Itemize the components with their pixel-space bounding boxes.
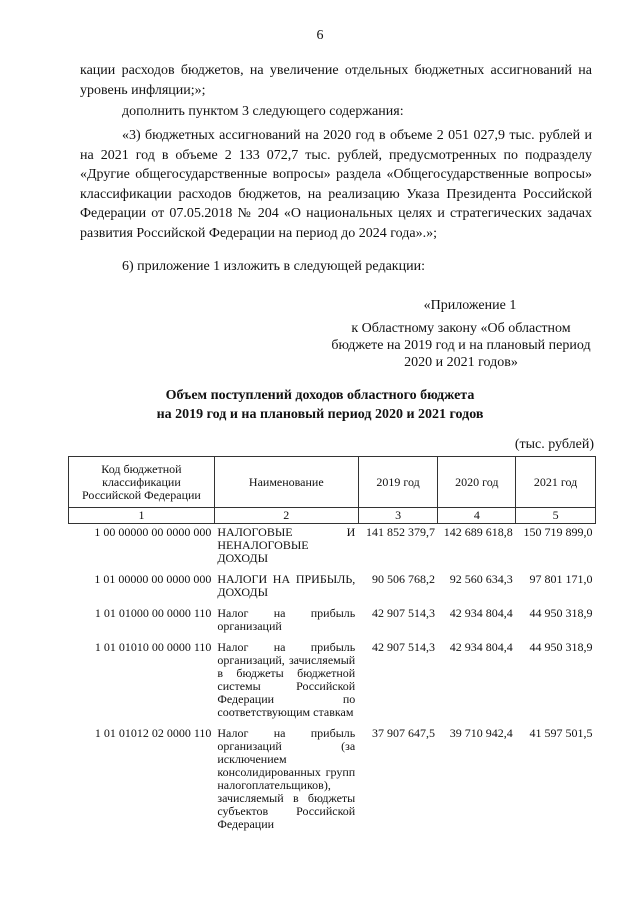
- paragraph-appendix-instruction: 6) приложение 1 изложить в следующей редакции:: [122, 259, 425, 274]
- paragraph-point-3: «3) бюджетных ассигнований на 2020 год в объеме 2 051 027,9 тыс. рублей и на 2021 год в объеме 2 133 072,7 тыс. рублей, предусмотренных по подразделу «Другие общегосударственные вопросы» раздела «Общегосударственные вопросы» классификации расходов бюджетов, на реализацию Указа Президента Российской Федерации от 07.05.2018 № 204 «О национальных целях и стратегических задачах развития Российской Федерации на период до 2024 года».»;: [80, 128, 592, 241]
- appendix-reference: к Областному закону «Об областном бюджете на 2019 год и на плановый период 2020 и 2021 годов»: [331, 321, 591, 370]
- row-value-2019: 42 907 514,3: [371, 640, 435, 654]
- paragraph-add-point: дополнить пунктом 3 следующего содержания:: [122, 104, 404, 119]
- table-row: [69, 571, 596, 605]
- row-code: 1 00 00000 00 0000 000: [94, 525, 212, 539]
- row-name: НАЛОГОВЫЕ И НЕНАЛОГОВЫЕ ДОХОДЫ: [217, 525, 356, 565]
- row-value-2021: 97 801 171,0: [529, 572, 593, 586]
- units-label: (тыс. рублей): [514, 437, 594, 452]
- row-name: НАЛОГИ НА ПРИБЫЛЬ, ДОХОДЫ: [217, 572, 356, 599]
- table-row: [69, 524, 596, 572]
- header-2020: 2020 год: [438, 457, 516, 508]
- table-title-line-1: Объем поступлений доходов областного бюджета: [165, 388, 475, 403]
- col-number: 5: [516, 508, 596, 524]
- header-code: Код бюджетной классификации Российской Федерации: [69, 457, 215, 508]
- table-title-line-2: на 2019 год и на плановый период 2020 и 2021 годов: [156, 407, 484, 422]
- table-header-row: [69, 457, 596, 508]
- header-name: Наименование: [214, 457, 358, 508]
- row-name: Налог на прибыль организаций: [217, 606, 356, 633]
- row-value-2020: 42 934 804,4: [449, 606, 513, 620]
- row-code: 1 01 01010 00 0000 110: [94, 640, 212, 654]
- row-value-2021: 150 719 899,0: [523, 525, 593, 539]
- row-code: 1 01 01012 02 0000 110: [94, 726, 212, 740]
- row-value-2021: 41 597 501,5: [529, 726, 593, 740]
- row-value-2020: 42 934 804,4: [449, 640, 513, 654]
- col-number: 1: [69, 508, 215, 524]
- table-row: [69, 639, 596, 725]
- header-2019: 2019 год: [358, 457, 438, 508]
- row-value-2021: 44 950 318,9: [529, 606, 593, 620]
- row-code: 1 01 00000 00 0000 000: [94, 572, 212, 586]
- row-value-2019: 37 907 647,5: [371, 726, 435, 740]
- header-2021: 2021 год: [516, 457, 596, 508]
- row-value-2019: 90 506 768,2: [371, 572, 435, 586]
- row-code: 1 01 01000 00 0000 110: [94, 606, 212, 620]
- row-value-2020: 142 689 618,8: [443, 525, 513, 539]
- table-row: [69, 725, 596, 837]
- table-title: [0, 386, 640, 424]
- row-value-2019: 141 852 379,7: [365, 525, 435, 539]
- row-value-2021: 44 950 318,9: [529, 640, 593, 654]
- col-number: 2: [214, 508, 358, 524]
- revenue-table: [68, 456, 596, 837]
- row-name: Налог на прибыль организаций, зачисляемый в бюджеты бюджетной системы Российской Федерации по соответствующим ставкам: [217, 640, 356, 719]
- appendix-title: «Приложение 1: [423, 298, 517, 313]
- table-column-numbers: [69, 508, 596, 524]
- row-value-2020: 39 710 942,4: [449, 726, 513, 740]
- paragraph-continuation: кации расходов бюджетов, на увеличение отдельных бюджетных ассигнований на уровень инфляции;»;: [80, 63, 592, 98]
- row-value-2019: 42 907 514,3: [371, 606, 435, 620]
- table-row: [69, 605, 596, 639]
- row-value-2020: 92 560 634,3: [449, 572, 513, 586]
- row-name: Налог на прибыль организаций (за исключением консолидированных групп налогоплательщиков), зачисляемый в бюджеты субъектов Российской Федерации: [217, 726, 356, 831]
- page-number: 6: [316, 28, 324, 43]
- col-number: 3: [358, 508, 438, 524]
- col-number: 4: [438, 508, 516, 524]
